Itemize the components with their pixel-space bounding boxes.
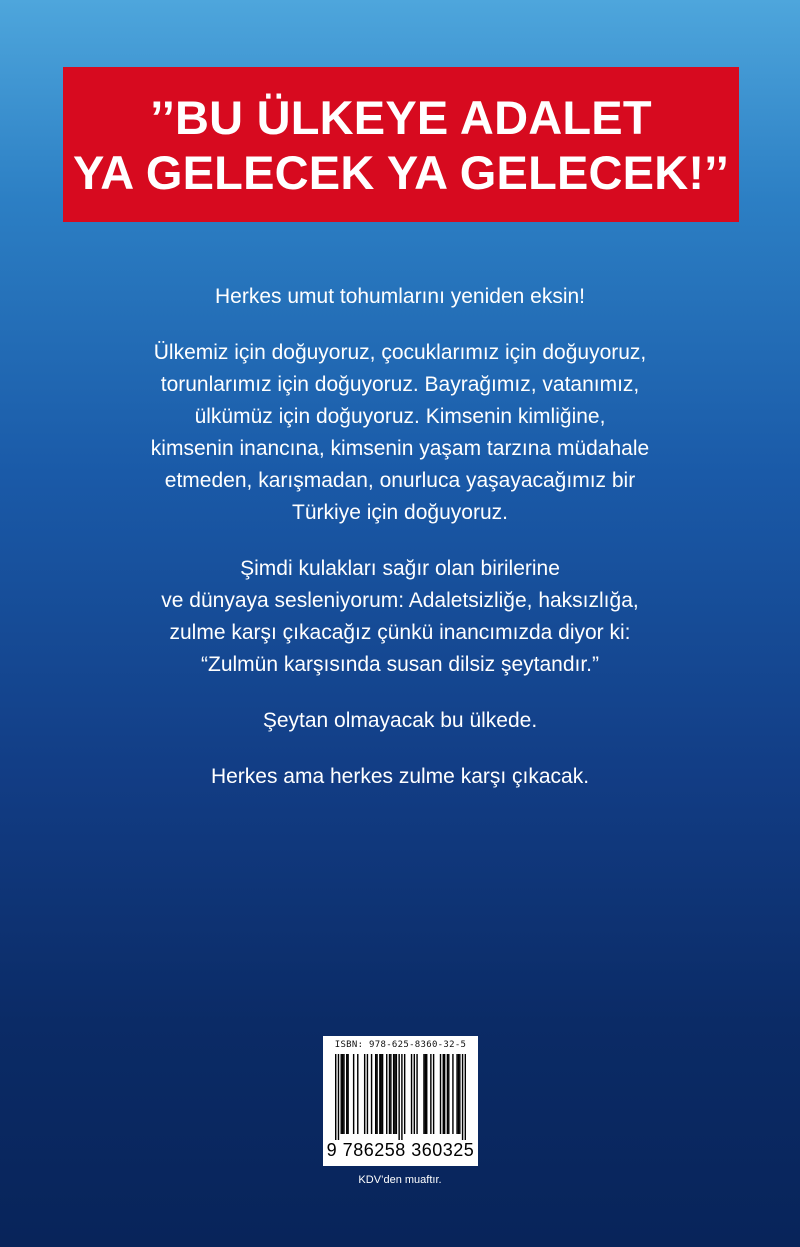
barcode-bar (376, 1054, 377, 1134)
barcode-bar (448, 1054, 449, 1134)
barcode-bar (404, 1054, 405, 1134)
back-cover-text (60, 281, 740, 817)
barcode-bar (416, 1054, 417, 1134)
barcode-bar (458, 1054, 459, 1134)
barcode-bar (343, 1054, 344, 1134)
barcode-bar (393, 1054, 394, 1134)
barcode-bar (364, 1054, 365, 1134)
paragraph-5: Herkes ama herkes zulme karşı çıkacak. (210, 765, 590, 788)
barcode-bar (335, 1054, 336, 1140)
title-banner (63, 67, 739, 222)
barcode-bar (456, 1054, 457, 1134)
barcode-bar (430, 1054, 431, 1134)
barcode-bar (423, 1054, 424, 1134)
barcode-bar (346, 1054, 347, 1134)
barcode-bar (401, 1054, 402, 1140)
barcode-bar (338, 1054, 339, 1140)
barcode-bar (425, 1054, 426, 1134)
barcode-bar (426, 1054, 427, 1134)
isbn-barcode (323, 1036, 478, 1166)
barcode-bar (386, 1054, 387, 1134)
barcode-bar (382, 1054, 383, 1134)
barcode-bar (398, 1054, 399, 1140)
barcode-bar (394, 1054, 395, 1134)
paragraph-1: Herkes umut tohumlarını yeniden eksin! (214, 285, 585, 308)
barcode-bar (465, 1054, 466, 1140)
barcode-bar (367, 1054, 368, 1134)
ean-digits: 9 786258 360325 (326, 1140, 475, 1160)
barcode-bar (379, 1054, 380, 1134)
barcode-bar (357, 1054, 358, 1134)
barcode-bar (342, 1054, 343, 1134)
title-line-2: YA GELECEK YA GELECEK!’’ (72, 145, 729, 199)
paragraph-4: Şeytan olmayacak bu ülkede. (262, 709, 538, 732)
barcode-bar (375, 1054, 376, 1134)
barcode-bar (440, 1054, 441, 1134)
barcode-bar (444, 1054, 445, 1134)
kdv-note: KDV’den muaftır. (358, 1174, 442, 1186)
barcode-bar (389, 1054, 390, 1134)
barcode-bar (447, 1054, 448, 1134)
barcode-bar (433, 1054, 434, 1134)
paragraph-3: Şimdi kulakları sağır olan birilerine ve dünyaya sesleniyorum: Adaletsizliğe, haksızlığa, zulme karşı çıkacağız çünkü inancımızda diyor ki: “Zulmün karşısında susan dilsiz şeytandır.” (161, 557, 639, 676)
barcode-bar (452, 1054, 453, 1134)
title-line-1: ’’BU ÜLKEYE ADALET (150, 90, 652, 144)
barcode-bar (396, 1054, 397, 1134)
barcode-bar (414, 1054, 415, 1134)
barcode-bar (443, 1054, 444, 1134)
barcode-bar (462, 1054, 463, 1140)
barcode-bar (381, 1054, 382, 1134)
barcode-bar (347, 1054, 348, 1134)
barcode-bar (371, 1054, 372, 1134)
barcode-bar (341, 1054, 342, 1134)
barcode-bar (353, 1054, 354, 1134)
barcode-bar (390, 1054, 391, 1134)
barcode-bar (459, 1054, 460, 1134)
barcode-bars (335, 1054, 466, 1140)
barcode-bar (411, 1054, 412, 1134)
isbn-label: ISBN: 978-625-8360-32-5 (334, 1040, 467, 1050)
paragraph-2: Ülkemiz için doğuyoruz, çocuklarımız için doğuyoruz, torunlarımız için doğuyoruz. Bayrağımız, vatanımız, ülkümüz için doğuyoruz. Kimsenin kimliğine, kimsenin inancına, kimsenin yaşam tarzına müdahale etmeden, karışmadan, onurluca yaşayacağımız bir Türkiye için doğuyoruz. (150, 341, 650, 524)
